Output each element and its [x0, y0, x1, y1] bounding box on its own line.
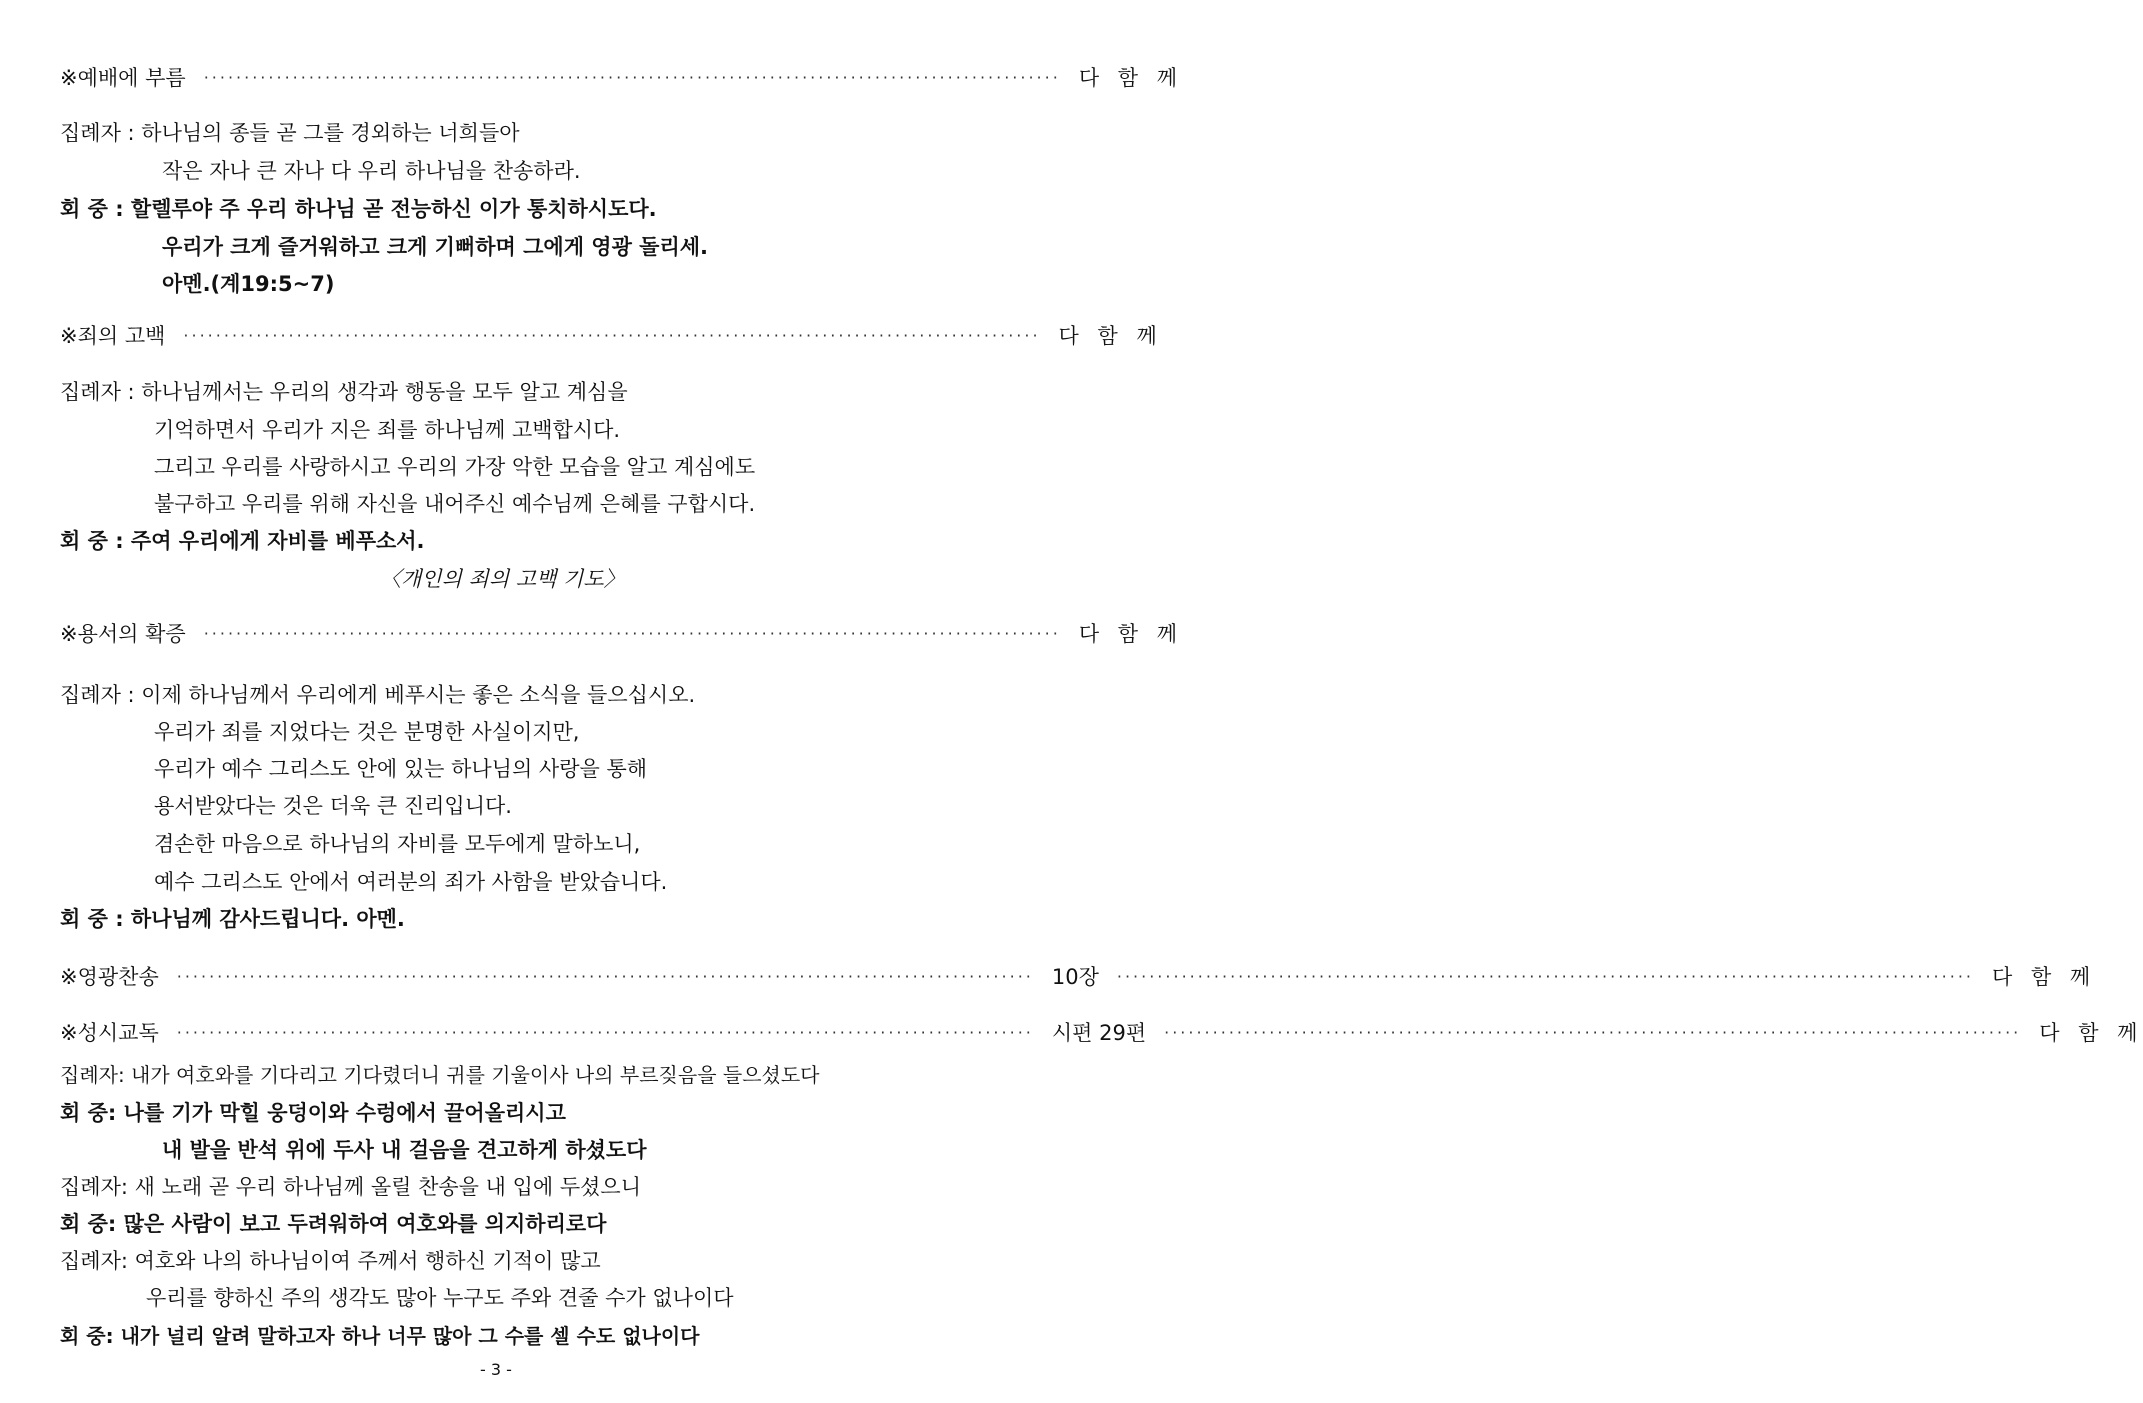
leader-line: 작은 자나 큰 자나 다 우리 하나님을 찬송하라.: [162, 159, 581, 183]
leader-dots: ··········································································································: [176, 1023, 1034, 1042]
leader-line: 겸손한 마음으로 하나님의 자비를 모두에게 말하노니,: [154, 832, 641, 856]
section-heading-call-to-worship: [60, 64, 1184, 92]
leader-line: 집례자: 여호와 나의 하나님이여 주께서 행하신 기적이 많고: [60, 1249, 601, 1273]
section-performer: 다 함 께: [1058, 324, 1163, 348]
section-title: ※용서의 확증: [60, 622, 186, 646]
congregation-line: 회 중: 내가 널리 알려 말하고자 하나 너무 많아 그 수를 셀 수도 없나이다: [60, 1324, 700, 1348]
section-title: ※영광찬송: [60, 965, 159, 989]
section-performer: 다 함 께: [1078, 622, 1184, 646]
section-title: ※예배에 부름: [60, 66, 186, 90]
leader-line: 우리가 예수 그리스도 안에 있는 하나님의 사랑을 통해: [154, 757, 648, 781]
hymn-number: 10장: [1051, 965, 1099, 989]
section-performer: 다 함 께: [1991, 965, 2097, 989]
section-title: ※성시교독: [60, 1021, 159, 1045]
leader-dots: ··········································································································: [203, 68, 1061, 87]
section-heading-responsive-reading: [60, 1019, 2143, 1047]
leader-line: 우리가 죄를 지었다는 것은 분명한 사실이지만,: [154, 720, 580, 744]
leader-line: 우리를 향하신 주의 생각도 많아 누구도 주와 견줄 수가 없나이다: [146, 1286, 734, 1310]
leader-dots: ··········································································································: [183, 326, 1041, 345]
section-heading-gloria: [60, 963, 2097, 991]
section-title: ※죄의 고백: [60, 324, 166, 348]
section-heading-confession: [60, 322, 1163, 350]
leader-dots: ··········································································································: [1116, 967, 1974, 986]
section-performer: 다 함 께: [1078, 66, 1184, 90]
leader-line: 집례자: 내가 여호와를 기다리고 기다렸더니 귀를 기울이사 나의 부르짖음을 들으셨도다: [60, 1063, 820, 1087]
psalm-reference: 시편 29편: [1051, 1021, 1147, 1045]
congregation-line: 회 중 : 주여 우리에게 자비를 베푸소서.: [60, 529, 425, 553]
congregation-line: 내 발을 반석 위에 두사 내 걸음을 견고하게 하셨도다: [162, 1138, 647, 1162]
leader-line: 불구하고 우리를 위해 자신을 내어주신 예수님께 은혜를 구합시다.: [154, 492, 756, 516]
leader-line: 집례자 : 하나님의 종들 곧 그를 경외하는 너희들아: [60, 121, 520, 145]
leader-line: 그리고 우리를 사랑하시고 우리의 가장 악한 모습을 알고 계심에도: [154, 455, 756, 479]
congregation-line: 우리가 크게 즐거워하고 크게 기뻐하며 그에게 영광 돌리세.: [162, 235, 709, 259]
congregation-line: 회 중 : 하나님께 감사드립니다. 아멘.: [60, 907, 405, 931]
congregation-line: 회 중 : 할렐루야 주 우리 하나님 곧 전능하신 이가 통치하시도다.: [60, 197, 657, 221]
leader-line: 용서받았다는 것은 더욱 큰 진리입니다.: [154, 794, 512, 818]
leader-line: 기억하면서 우리가 지은 죄를 하나님께 고백합시다.: [154, 418, 621, 442]
leader-line: 집례자 : 하나님께서는 우리의 생각과 행동을 모두 알고 계심을: [60, 380, 628, 404]
leader-dots: ··········································································································: [203, 624, 1061, 643]
congregation-line: 아멘.(계19:5~7): [162, 272, 335, 296]
congregation-line: 회 중: 나를 기가 막힐 웅덩이와 수렁에서 끌어올리시고: [60, 1101, 566, 1125]
section-heading-assurance: [60, 620, 1184, 648]
prayer-note: 〈개인의 죄의 고백 기도〉: [380, 567, 625, 591]
leader-dots: ··········································································································: [176, 967, 1034, 986]
leader-line: 예수 그리스도 안에서 여러분의 죄가 사함을 받았습니다.: [154, 870, 668, 894]
section-performer: 다 함 께: [2039, 1021, 2143, 1045]
leader-dots: ··········································································································: [1164, 1023, 2022, 1042]
leader-line: 집례자 : 이제 하나님께서 우리에게 베푸시는 좋은 소식을 들으십시오.: [60, 683, 696, 707]
leader-line: 집례자: 새 노래 곧 우리 하나님께 올릴 찬송을 내 입에 두셨으니: [60, 1175, 641, 1199]
congregation-line: 회 중: 많은 사람이 보고 두려워하여 여호와를 의지하리로다: [60, 1212, 607, 1236]
page-number: - 3 -: [480, 1360, 512, 1379]
